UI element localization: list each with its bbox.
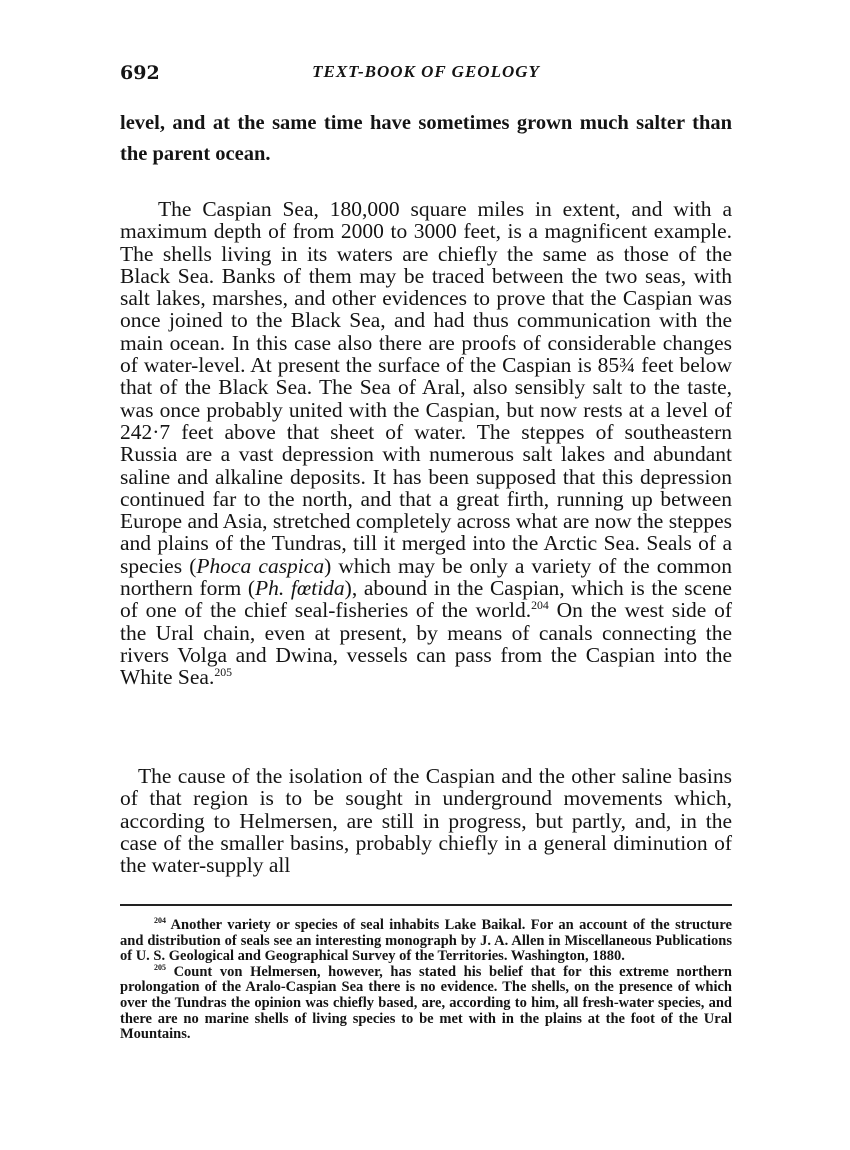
- text-run: On the west side of the Ural chain, even at present, by means of canals connecting the rivers Volga and Dwina, vessels can pass from the Caspian into the White Sea.: [120, 598, 732, 690]
- species-name-phoca-caspica: Phoca caspica: [196, 553, 325, 578]
- paragraph-isolation-cause: The cause of the isolation of the Caspian and the other saline basins of that region is to be sought in underground movements which, according to Helmersen, are still in progress, but partly, and, in the case of the smaller basins, probably chiefly in a general diminution of the water-supply all: [120, 764, 732, 878]
- page-header: [120, 62, 732, 86]
- page-number: 692: [120, 62, 160, 84]
- footnote-text: Another variety or species of seal inhabits Lake Baikal. For an account of the structure and distribution of seals see an interesting monograph by J. A. Allen in Miscellaneous Publications of U. S. Geological and Geographical Survey of the Territories. Washington, 1880.: [120, 917, 732, 965]
- footnote-ref-205: 205: [214, 665, 233, 680]
- species-name-ph-foetida: Ph. fœtida: [255, 576, 345, 601]
- footnote-number: 205: [154, 962, 166, 972]
- paragraph-caspian-sea: [120, 198, 732, 689]
- footnotes: [120, 918, 732, 1043]
- footnote-ref-204: 204: [531, 598, 549, 613]
- footnote-204: [120, 918, 732, 965]
- text-run: The Caspian Sea, 180,000 square miles in extent, and with a maximum depth of from 2000 to 3000 feet, is a magnificent example. The shells living in its waters are chiefly the same as those of the Black Sea. Banks of them may be traced between the two seas, with salt lakes, marshes, and other evidences to prove that the Caspian was once joined to the Black Sea, and had thus communication with the main ocean. In this case also there are proofs of considerable changes of water-level. At present the surface of the Caspian is 85¾ feet below that of the Black Sea. The Sea of Aral, also sensibly salt to the taste, was once probably united with the Caspian, but now rests at a level of 242·7 feet above that sheet of water. The steppes of southeastern Russia are a vast depression with numerous salt lakes and abundant saline and alkaline deposits. It has been supposed that this depression continued far to the north, and that a great firth, running up between Europe and Asia, stretched completely across what are now the steppes and plains of the Tundras, till it merged into the Arctic Sea. Seals of a species (: [120, 197, 732, 578]
- running-head: TEXT-BOOK OF GEOLOGY: [312, 62, 540, 81]
- text-run: ) which may be only a variety of the common northern form (: [120, 553, 732, 601]
- paragraph-continuation: level, and at the same time have sometimes grown much salter than the parent ocean.: [120, 112, 732, 165]
- footnote-divider: [120, 904, 732, 906]
- text-run: ), abound in the Caspian, which is the scene of one of the chief seal-fisheries of the world.: [120, 576, 732, 623]
- footnote-205: [120, 962, 732, 1043]
- footnote-number: 204: [154, 916, 166, 926]
- footnote-text: Count von Helmersen, however, has stated his belief that for this extreme northern prolongation of the Aralo-Caspian Sea there is no evidence. The shells, on the presence of which over the Tundras the opinion was chiefly based, are, according to him, all fresh-water species, and there are no marine shells of living species to be met with in the plains at the foot of the Ural Mountains.: [120, 963, 732, 1043]
